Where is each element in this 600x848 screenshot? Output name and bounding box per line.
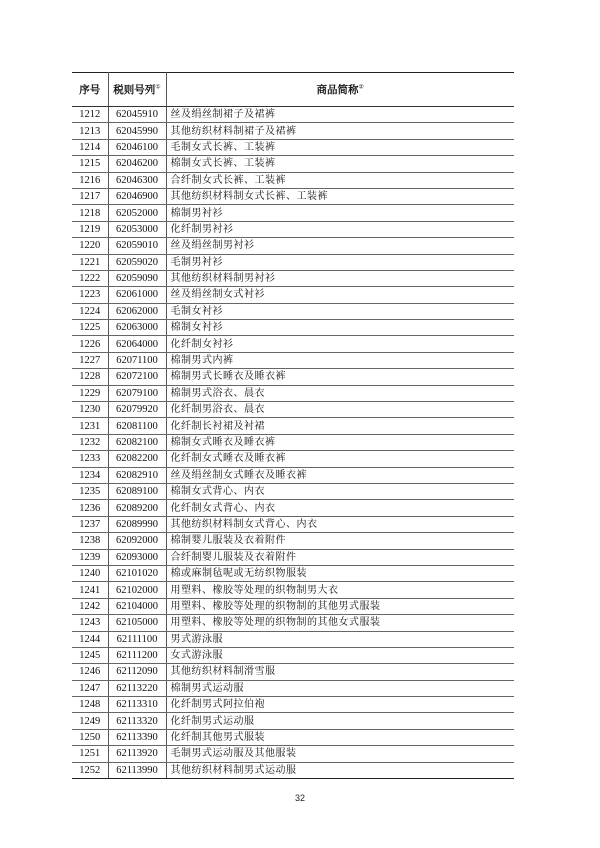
table-row [72,565,514,581]
cell-code: 62104000 [108,598,166,614]
cell-code: 62059090 [108,270,166,286]
cell-name: 丝及绢丝制男衬衫 [166,238,514,254]
cell-name: 合纤制女式长裤、工装裤 [166,172,514,188]
cell-seq: 1243 [72,615,108,631]
cell-code: 62089100 [108,483,166,499]
cell-seq: 1225 [72,320,108,336]
table-row [72,254,514,270]
table-row [72,697,514,713]
cell-seq: 1222 [72,270,108,286]
cell-seq: 1217 [72,188,108,204]
table-row [72,287,514,303]
table-row [72,336,514,352]
cell-code: 62053000 [108,221,166,237]
cell-seq: 1237 [72,516,108,532]
cell-name: 棉制女式睡衣及睡衣裤 [166,434,514,450]
table-row [72,729,514,745]
table-row [72,762,514,778]
table-row [72,451,514,467]
cell-name: 棉制女式背心、内衣 [166,483,514,499]
cell-code: 62112090 [108,664,166,680]
cell-code: 62079100 [108,385,166,401]
table-row [72,680,514,696]
tariff-table [72,72,514,779]
cell-code: 62059010 [108,238,166,254]
cell-seq: 1221 [72,254,108,270]
cell-seq: 1245 [72,647,108,663]
table-row [72,270,514,286]
cell-name: 用塑料、橡胶等处理的织物制的其他女式服装 [166,615,514,631]
cell-seq: 1249 [72,713,108,729]
table-row [72,467,514,483]
cell-code: 62105000 [108,615,166,631]
cell-name: 棉制男式运动服 [166,680,514,696]
header-code: 税则号列① [108,73,166,107]
cell-name: 毛制女衬衫 [166,303,514,319]
cell-seq: 1246 [72,664,108,680]
cell-code: 62111100 [108,631,166,647]
table-row [72,303,514,319]
cell-name: 用塑料、橡胶等处理的织物制男大衣 [166,582,514,598]
cell-code: 62113310 [108,697,166,713]
cell-seq: 1242 [72,598,108,614]
table-body [72,107,514,779]
cell-name: 合纤制婴儿服装及衣着附件 [166,549,514,565]
cell-seq: 1231 [72,418,108,434]
table-row [72,188,514,204]
table-row [72,615,514,631]
table-row [72,402,514,418]
cell-name: 其他纺织材料制裙子及裙裤 [166,123,514,139]
cell-code: 62059020 [108,254,166,270]
cell-code: 62113220 [108,680,166,696]
cell-name: 棉制男衬衫 [166,205,514,221]
cell-name: 毛制女式长裤、工装裤 [166,139,514,155]
cell-seq: 1228 [72,369,108,385]
table-row [72,156,514,172]
cell-code: 62045910 [108,107,166,123]
cell-name: 女式游泳服 [166,647,514,663]
table-row [72,516,514,532]
cell-name: 化纤制男衬衫 [166,221,514,237]
table-row [72,320,514,336]
header-name-note: ② [358,83,364,91]
cell-code: 62082910 [108,467,166,483]
cell-seq: 1244 [72,631,108,647]
page-number: 32 [294,793,305,803]
cell-seq: 1216 [72,172,108,188]
cell-name: 其他纺织材料制男衬衫 [166,270,514,286]
cell-name: 棉制女式长裤、工装裤 [166,156,514,172]
cell-seq: 1238 [72,533,108,549]
cell-name: 丝及绢丝制女式衬衫 [166,287,514,303]
table-row [72,631,514,647]
cell-code: 62113920 [108,746,166,762]
cell-name: 化纤制女衬衫 [166,336,514,352]
cell-seq: 1252 [72,762,108,778]
header-code-note: ① [155,83,161,91]
cell-seq: 1239 [72,549,108,565]
cell-name: 化纤制女式背心、内衣 [166,500,514,516]
table-row [72,549,514,565]
table-row [72,434,514,450]
table-row [72,352,514,368]
cell-code: 62046300 [108,172,166,188]
cell-name: 其他纺织材料制滑雪服 [166,664,514,680]
cell-name: 其他纺织材料制女式长裤、工装裤 [166,188,514,204]
cell-seq: 1251 [72,746,108,762]
cell-code: 62063000 [108,320,166,336]
cell-seq: 1224 [72,303,108,319]
cell-seq: 1219 [72,221,108,237]
cell-seq: 1214 [72,139,108,155]
cell-code: 62062000 [108,303,166,319]
table-row [72,221,514,237]
cell-seq: 1235 [72,483,108,499]
table-row [72,483,514,499]
table-row [72,385,514,401]
cell-code: 62092000 [108,533,166,549]
header-seq: 序号 [72,73,108,107]
cell-seq: 1247 [72,680,108,696]
cell-code: 62082200 [108,451,166,467]
cell-code: 62113990 [108,762,166,778]
table-row [72,746,514,762]
cell-seq: 1248 [72,697,108,713]
cell-seq: 1215 [72,156,108,172]
cell-code: 62046900 [108,188,166,204]
cell-name: 棉或麻制毡呢或无纺织物服装 [166,565,514,581]
table-row [72,123,514,139]
cell-name: 化纤制长衬裙及衬裙 [166,418,514,434]
table-row [72,500,514,516]
cell-seq: 1212 [72,107,108,123]
cell-name: 化纤制男式运动服 [166,713,514,729]
cell-code: 62101020 [108,565,166,581]
cell-name: 其他纺织材料制男式运动服 [166,762,514,778]
cell-name: 毛制男式运动服及其他服装 [166,746,514,762]
cell-code: 62045990 [108,123,166,139]
table-row [72,647,514,663]
cell-seq: 1241 [72,582,108,598]
cell-code: 62046100 [108,139,166,155]
cell-seq: 1240 [72,565,108,581]
cell-name: 毛制男衬衫 [166,254,514,270]
table-row [72,107,514,123]
table-row [72,664,514,680]
cell-name: 棉制男式内裤 [166,352,514,368]
cell-code: 62052000 [108,205,166,221]
cell-seq: 1223 [72,287,108,303]
cell-name: 棉制男式长睡衣及睡衣裤 [166,369,514,385]
cell-code: 62111200 [108,647,166,663]
cell-name: 化纤制其他男式服装 [166,729,514,745]
cell-seq: 1234 [72,467,108,483]
cell-name: 用塑料、橡胶等处理的织物制的其他男式服装 [166,598,514,614]
table-row [72,205,514,221]
table-row [72,418,514,434]
cell-name: 棉制婴儿服装及衣着附件 [166,533,514,549]
cell-name: 丝及绢丝制女式睡衣及睡衣裤 [166,467,514,483]
cell-seq: 1229 [72,385,108,401]
table-row [72,139,514,155]
tariff-table-container [72,72,514,779]
cell-seq: 1220 [72,238,108,254]
table-row [72,533,514,549]
cell-code: 62089990 [108,516,166,532]
cell-name: 男式游泳服 [166,631,514,647]
cell-code: 62089200 [108,500,166,516]
table-header-row [72,73,514,107]
cell-code: 62113390 [108,729,166,745]
cell-name: 棉制男式浴衣、晨衣 [166,385,514,401]
cell-seq: 1232 [72,434,108,450]
cell-name: 化纤制男浴衣、晨衣 [166,402,514,418]
cell-seq: 1236 [72,500,108,516]
cell-name: 丝及绢丝制裙子及裙裤 [166,107,514,123]
cell-code: 62079920 [108,402,166,418]
cell-seq: 1226 [72,336,108,352]
table-row [72,713,514,729]
cell-code: 62102000 [108,582,166,598]
cell-name: 棉制女衬衫 [166,320,514,336]
cell-name: 化纤制男式阿拉伯袍 [166,697,514,713]
cell-code: 62113320 [108,713,166,729]
cell-code: 62046200 [108,156,166,172]
cell-code: 62082100 [108,434,166,450]
cell-code: 62064000 [108,336,166,352]
table-row [72,598,514,614]
table-row [72,369,514,385]
cell-seq: 1233 [72,451,108,467]
cell-seq: 1227 [72,352,108,368]
table-row [72,238,514,254]
cell-code: 62093000 [108,549,166,565]
cell-seq: 1250 [72,729,108,745]
table-row [72,582,514,598]
cell-code: 62072100 [108,369,166,385]
table-row [72,172,514,188]
cell-seq: 1213 [72,123,108,139]
cell-name: 化纤制女式睡衣及睡衣裤 [166,451,514,467]
cell-code: 62081100 [108,418,166,434]
cell-seq: 1230 [72,402,108,418]
header-name: 商品简称② [166,73,514,107]
cell-code: 62071100 [108,352,166,368]
cell-code: 62061000 [108,287,166,303]
cell-name: 其他纺织材料制女式背心、内衣 [166,516,514,532]
cell-seq: 1218 [72,205,108,221]
